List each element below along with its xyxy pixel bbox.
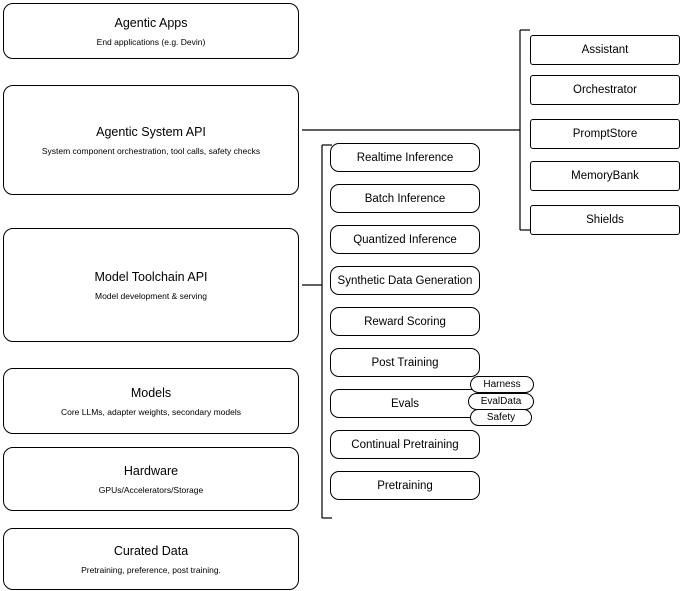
component-harness[interactable] <box>470 376 534 393</box>
component-shields[interactable] <box>530 205 680 235</box>
component-label: Harness <box>483 378 521 390</box>
stack-layer-subtitle: Core LLMs, adapter weights, secondary models <box>60 406 241 417</box>
stack-layer-subtitle: Model development & serving <box>95 290 207 301</box>
component-post-training[interactable] <box>330 348 480 377</box>
component-assistant[interactable] <box>530 35 680 65</box>
component-label: Reward Scoring <box>364 315 446 328</box>
component-label: Realtime Inference <box>356 151 454 164</box>
component-label: MemoryBank <box>571 170 639 182</box>
component-pretraining[interactable] <box>330 471 480 500</box>
stack-layer-title: Models <box>130 385 172 400</box>
component-label: Orchestrator <box>573 84 637 96</box>
stack-layer-subtitle: Pretraining, preference, post training. <box>81 564 221 575</box>
component-reward-scoring[interactable] <box>330 307 480 336</box>
stack-layer-model-toolchain-api[interactable] <box>3 228 299 342</box>
stack-layer-models[interactable] <box>3 368 299 434</box>
component-label: PromptStore <box>572 128 638 140</box>
component-synthetic-data-generation[interactable] <box>330 266 480 295</box>
stack-layer-title: Hardware <box>123 463 179 478</box>
stack-layer-agentic-system-api[interactable] <box>3 85 299 195</box>
component-label: Safety <box>486 411 516 423</box>
component-evaldata[interactable] <box>468 393 534 410</box>
stack-layer-title: Curated Data <box>113 543 189 558</box>
component-evals[interactable] <box>330 389 480 418</box>
component-label: Synthetic Data Generation <box>337 274 473 287</box>
component-label: Assistant <box>581 44 629 56</box>
component-label: Pretraining <box>377 479 433 492</box>
component-memorybank[interactable] <box>530 161 680 191</box>
component-promptstore[interactable] <box>530 119 680 149</box>
stack-layer-curated-data[interactable] <box>3 528 299 590</box>
stack-layer-title: Model Toolchain API <box>94 269 208 284</box>
stack-layer-title: Agentic Apps <box>114 15 188 30</box>
component-continual-pretraining[interactable] <box>330 430 480 459</box>
stack-layer-agentic-apps[interactable] <box>3 3 299 59</box>
component-safety[interactable] <box>470 409 532 426</box>
component-quantized-inference[interactable] <box>330 225 480 254</box>
component-label: EvalData <box>480 395 522 407</box>
stack-layer-subtitle: GPUs/Accelerators/Storage <box>98 484 204 495</box>
stack-layer-title: Agentic System API <box>96 124 206 139</box>
component-label: Shields <box>586 214 624 226</box>
stack-layer-hardware[interactable] <box>3 447 299 511</box>
component-realtime-inference[interactable] <box>330 143 480 172</box>
component-orchestrator[interactable] <box>530 75 680 105</box>
component-label: Quantized Inference <box>353 233 457 246</box>
component-batch-inference[interactable] <box>330 184 480 213</box>
component-label: Continual Pretraining <box>351 438 459 451</box>
stack-layer-subtitle: System component orchestration, tool calls, safety checks <box>41 145 261 156</box>
component-label: Post Training <box>371 356 439 369</box>
component-label: Evals <box>390 397 420 410</box>
component-label: Batch Inference <box>364 192 446 205</box>
stack-layer-subtitle: End applications (e.g. Devin) <box>96 36 206 47</box>
